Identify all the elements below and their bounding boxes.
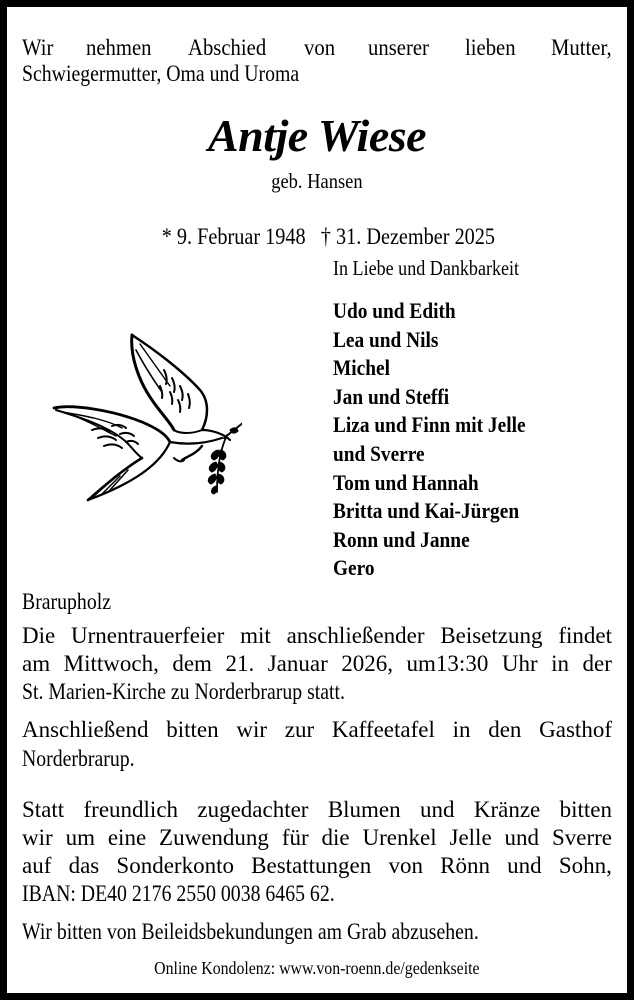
reception-line-1: [22, 718, 612, 741]
mourner-name: Britta und Kai-Jürgen: [333, 498, 520, 524]
word: die: [321, 825, 350, 850]
mourner-name: Tom und Hannah: [333, 469, 479, 495]
iban-part: 2176: [131, 881, 172, 906]
intro-word: Mutter,: [550, 35, 612, 60]
word: dem: [172, 651, 212, 676]
word: Zuwendung: [159, 825, 269, 850]
word: Urnentrauerfeier: [71, 623, 225, 648]
word: Urenkel: [362, 825, 437, 850]
intro-word: Wir: [22, 35, 54, 60]
mourners-list: [333, 297, 552, 583]
service-line-2: [22, 652, 612, 675]
intro-line-1: [22, 36, 612, 59]
word: den: [488, 717, 522, 742]
iban-part: 62.: [309, 881, 335, 906]
word: zu: [170, 679, 190, 704]
life-dates-text: * 9. Februar 1948 † 31. Dezember 2025: [161, 224, 496, 249]
iban-part: 2550: [176, 881, 216, 906]
maiden-name: [7, 171, 627, 192]
word: der: [582, 651, 612, 676]
word: und: [504, 825, 540, 850]
word: anschließender: [286, 623, 425, 648]
service-line-3: [22, 680, 345, 703]
obituary-notice: [7, 7, 627, 993]
iban-part: DE40: [80, 881, 127, 906]
word: und: [420, 797, 455, 822]
dove-with-olive-branch-icon: [52, 330, 242, 505]
word: bitten: [559, 797, 612, 822]
word: Sonderkonto: [116, 853, 234, 878]
life-dates: [7, 202, 627, 271]
donation-line-2: [22, 826, 612, 849]
word: um: [65, 825, 95, 850]
word: auf: [22, 853, 52, 878]
word: Kaffeetafel: [331, 717, 435, 742]
word: Blumen: [327, 797, 401, 822]
word: statt.: [307, 679, 345, 704]
word: zur: [284, 717, 315, 742]
word: bitten: [166, 717, 219, 742]
mourner-name: Lea und Nils: [333, 326, 439, 352]
word: zugedachter: [197, 797, 309, 822]
donation-line-4: [22, 882, 335, 905]
word: Kränze: [473, 797, 541, 822]
maiden-name-text: geb. Hansen: [271, 169, 363, 193]
word: Gasthof: [539, 717, 612, 742]
word: Norderbrarup: [194, 679, 303, 704]
word: Mittwoch,: [63, 651, 159, 676]
word: Die: [22, 623, 56, 648]
word: Rönn: [440, 853, 490, 878]
word: für: [281, 825, 309, 850]
intro-word: nehmen: [86, 35, 152, 60]
mourner-name: und Sverre: [333, 440, 425, 466]
mourners-heading: In Liebe und Dankbarkeit: [333, 256, 520, 280]
word: St.: [22, 679, 44, 704]
word: das: [68, 853, 100, 878]
online-condolence: [7, 959, 627, 977]
intro-word: lieben: [465, 35, 516, 60]
word: 21.: [225, 651, 255, 676]
word: Sverre: [551, 825, 612, 850]
word: Sohn,: [558, 853, 612, 878]
word: in: [452, 717, 471, 742]
mourner-name: Ronn und Janne: [333, 526, 470, 552]
word: von: [388, 853, 423, 878]
word: und: [507, 853, 542, 878]
word: Anschließend: [22, 717, 149, 742]
word: mit: [240, 623, 271, 648]
intro-line-2: Schwiegermutter, Oma und Uroma: [22, 61, 300, 86]
intro-word: unserer: [368, 35, 430, 60]
word: am: [22, 651, 51, 676]
word: um13:30: [406, 651, 489, 676]
mourner-name: Jan und Steffi: [333, 383, 450, 409]
word: Marien-Kirche: [48, 679, 166, 704]
closing-note: Wir bitten von Beileidsbekundungen am Grab abzusehen.: [22, 919, 479, 944]
word: wir: [236, 717, 267, 742]
word: findet: [558, 623, 612, 648]
word: 2026,: [341, 651, 394, 676]
word: Uhr: [501, 651, 538, 676]
mourner-name: Michel: [333, 355, 390, 381]
reception-line-2: Norderbrarup.: [22, 746, 135, 771]
word: Beisetzung: [440, 623, 543, 648]
service-line-1: [22, 624, 612, 647]
donation-line-1: [22, 798, 612, 821]
intro-word: von: [304, 35, 336, 60]
mourner-name: Liza und Finn mit Jelle: [333, 412, 526, 438]
word: eine: [107, 825, 147, 850]
iban-label: IBAN:: [22, 881, 76, 906]
word: in: [551, 651, 570, 676]
word: wir: [22, 825, 53, 850]
deceased-name: Antje Wiese: [207, 110, 427, 161]
word: Bestattungen: [251, 853, 372, 878]
online-condolence-link[interactable]: Online Kondolenz: www.von-roenn.de/gedenkseite: [154, 958, 480, 978]
iban-part: 0038: [220, 881, 261, 906]
iban-part: 6465: [265, 881, 305, 906]
word: Statt: [22, 797, 65, 822]
word: Jelle: [449, 825, 492, 850]
mourner-name: Gero: [333, 555, 375, 581]
donation-line-3: [22, 854, 612, 877]
intro-word: Abschied: [188, 35, 267, 60]
word: Januar: [267, 651, 328, 676]
word: freundlich: [83, 797, 179, 822]
mourner-name: Udo und Edith: [333, 298, 456, 323]
location: Brarupholz: [22, 589, 111, 614]
